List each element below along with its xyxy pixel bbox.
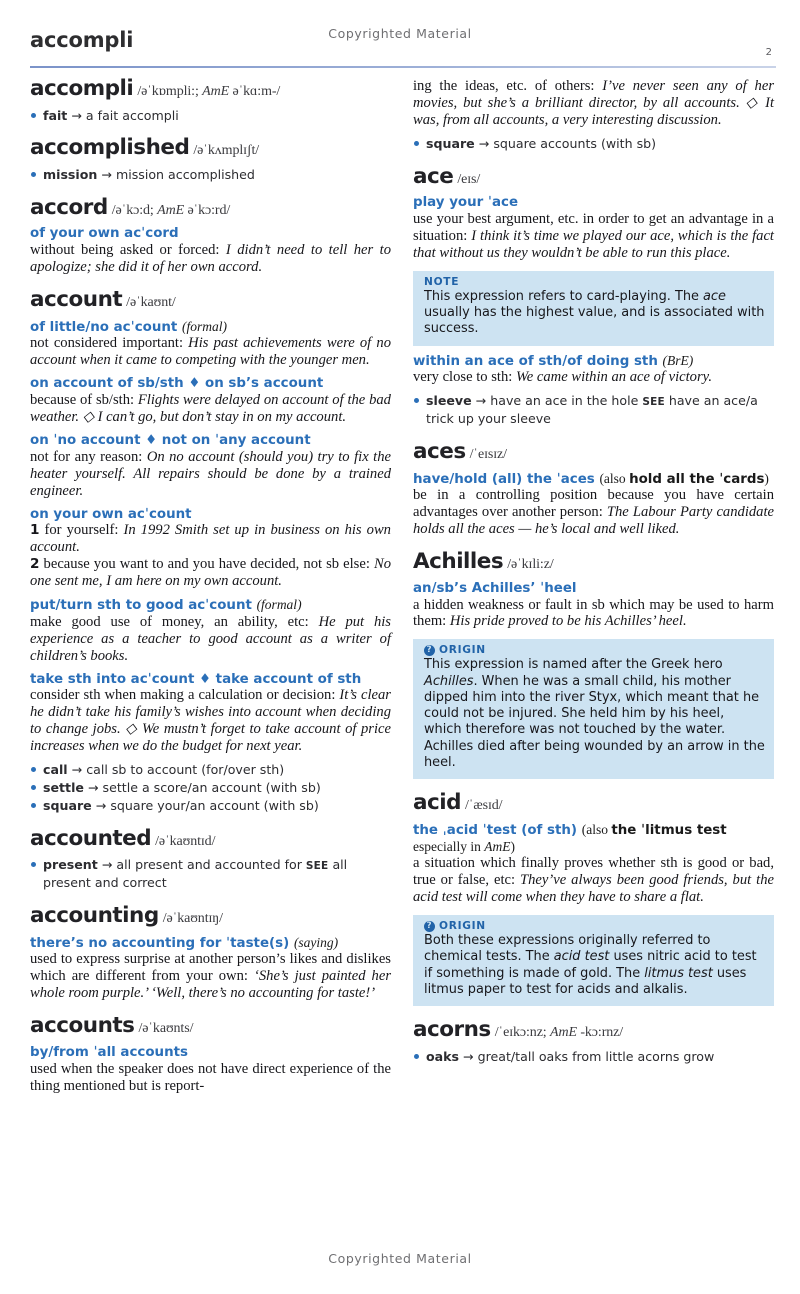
idiom-phrase: the ˌacid ˈtest (of sth) (also the ˈlitmus test especially in AmE) — [413, 821, 727, 854]
arrow-icon: → — [475, 393, 487, 409]
phonetics: /əˈkɪli:z/ — [507, 557, 554, 573]
copyright-notice-bottom: Copyrighted Material — [328, 1251, 472, 1266]
idiom-phrase: within an ace of sth/of doing sth (BrE) — [413, 352, 694, 369]
cross-reference[interactable] — [30, 797, 391, 815]
headword: acorns — [413, 1017, 491, 1043]
also-prefix: (also — [599, 470, 630, 486]
entry-accounts — [30, 1015, 391, 1094]
phonetics: /əˈkɒmpli:; AmE əˈkɑ:m-/ — [137, 84, 281, 99]
continued-definition — [413, 78, 774, 153]
entry-achilles — [413, 551, 774, 779]
idiom-phrase: of little/no acˈcount (formal) — [30, 318, 227, 335]
definition: be in a controlling position because you have certain advantages over another person: The Labour Party candidate holds all the aces — he’s local and well liked. — [413, 487, 775, 538]
cross-reference[interactable] — [413, 135, 774, 153]
headword: accompli — [30, 76, 134, 101]
right-column — [413, 78, 774, 1094]
entry-accounted — [30, 825, 391, 892]
xref-target: settle a score/an account (with sb) — [102, 780, 321, 795]
phonetics: /eɪs/ — [457, 171, 481, 187]
arrow-icon: → — [478, 135, 490, 151]
xref-head: mission — [43, 167, 98, 182]
question-mark-icon: ? — [424, 921, 435, 932]
xref-target: square accounts (with sb) — [493, 135, 657, 151]
xref-head: oaks — [426, 1048, 460, 1064]
entry-acid — [413, 792, 774, 1006]
definition: use your best argument, etc. in order to get an advantage in a situation: I think it’s time we played our ace, which is the fact that without us they wouldn’t be able to run this place. — [413, 211, 774, 261]
cross-reference[interactable] — [30, 856, 391, 892]
cross-reference-list — [413, 392, 774, 428]
headword: Achilles — [413, 549, 504, 575]
idiom-phrase: on your own acˈcount — [30, 506, 192, 522]
entry-accomplished — [30, 137, 391, 183]
phonetics: /əˈkʌmplɪʃt/ — [193, 143, 260, 159]
headword: account — [30, 287, 123, 313]
example-sentence: We came within an ace of victory. — [515, 369, 712, 386]
xref-target: mission accomplished — [115, 167, 255, 182]
xref-head: call — [43, 762, 68, 778]
phonetics: /əˈkɔ:d; AmE əˈkɔ:rd/ — [111, 202, 231, 218]
xref-target: great/tall oaks from little acorns grow — [477, 1048, 715, 1064]
definition: a hidden weakness or fault in sb which may be used to harm them: His pride proved to be his Achilles’ heel. — [413, 596, 774, 630]
headword-line — [413, 441, 774, 464]
definition: not considered important: His past achievements were of no account when it came to competing with the younger men. — [30, 335, 391, 369]
idiom-phrase: there’s no accounting for ˈtaste(s) (saying) — [30, 934, 339, 951]
register-label: (formal) — [256, 597, 302, 613]
arrow-icon: → — [463, 1048, 474, 1064]
cross-reference[interactable] — [413, 392, 774, 428]
example-sentence: On no account (should you) try to fix the heater yourself. All repairs should be done by a trained engineer. — [30, 448, 391, 499]
headword: aces — [413, 439, 466, 465]
arrow-icon: → — [71, 762, 83, 778]
cross-reference[interactable] — [413, 1048, 774, 1066]
idiom-phrase: of your own acˈcord — [30, 226, 179, 242]
example-sentence: Flights were delayed on account of the bad weather. ◇ I can’t go, but don’t stay in on my account. — [30, 392, 391, 426]
cross-reference-list — [413, 1048, 774, 1066]
definition: make good use of money, an ability, etc: He put his experience as a teacher to good account as a writer of children’s books. — [30, 613, 391, 664]
headword-line — [30, 194, 391, 220]
xref-target-2: have an ace/a trick up your sleeve — [426, 393, 758, 427]
definition: very close to sth: We came within an ace of victory. — [413, 369, 712, 386]
entry-accompli — [30, 78, 391, 124]
entry-accord — [30, 194, 391, 276]
xref-target: call sb to account (for/over sth) — [86, 762, 285, 778]
xref-target: have an ace in the hole — [490, 393, 643, 409]
xref-head: present — [43, 857, 98, 873]
xref-head: fait — [43, 107, 68, 123]
arrow-icon: → — [101, 857, 113, 873]
definition: not for any reason: On no account (should you) try to fix the heater yourself. All repairs should be done by a trained engineer. — [30, 448, 391, 499]
register-label: (saying) — [293, 934, 339, 950]
phonetics: /əˈkaʊntɪŋ/ — [162, 911, 223, 927]
note-label: NOTE — [424, 275, 460, 288]
cross-reference[interactable] — [30, 107, 391, 125]
cross-reference[interactable] — [30, 761, 391, 779]
also-region: AmE — [484, 838, 511, 854]
definition-sense-2: 2 because you want to and you have decided, not sb else: No one sent me, I am here on my own account. — [30, 556, 391, 590]
idiom-phrase: an/sb’s Achilles’ ˈheel — [413, 580, 577, 596]
idiom-phrase: by/from ˈall accounts — [30, 1044, 188, 1060]
phonetics: /ˈeɪsɪz/ — [469, 447, 507, 463]
example-sentence: I think it’s time we played our ace, which is the fact that without us they wouldn’t be able to run this place. — [413, 227, 774, 261]
also-variant: hold all the ˈcards — [629, 471, 765, 487]
definition: used when the speaker does not have direct experience of the thing mentioned but is report- — [30, 1060, 391, 1094]
origin-text: Both these expressions originally referred to chemical tests. The acid test uses nitric acid to test if something is made of gold. The litmus test uses litmus paper to test for acids and alkalis. — [424, 933, 757, 997]
copyright-notice-top: Copyrighted Material — [328, 26, 472, 41]
definition: because of sb/sth: Flights were delayed on account of the bad weather. ◇ I can’t go, but don’t stay in on my account. — [30, 392, 391, 426]
phonetics: /ˈeɪkɔ:nz; AmE -kɔ:rnz/ — [494, 1025, 624, 1041]
also-suffix: ) — [510, 838, 515, 854]
arrow-icon: → — [71, 107, 82, 123]
idiom-phrase: on ˈno account ♦ not on ˈany account — [30, 432, 311, 448]
xref-target: all present and accounted for — [116, 857, 306, 873]
example-sentence: No one sent me, I am here on my own account. — [30, 556, 391, 590]
note-text: This expression refers to card-playing. The ace usually has the highest value, and is associated with success. — [424, 288, 765, 337]
example-sentence: I’ve never seen any of her movies, but she’s a brilliant director, by all accounts. ◇ It was, from all accounts, a very interesting discussion. — [413, 78, 774, 128]
cross-reference-list — [30, 761, 391, 815]
also-middle: especially in — [413, 838, 485, 854]
headword: acid — [413, 790, 462, 816]
headword: accounted — [30, 825, 152, 851]
register-label: (formal) — [181, 318, 227, 334]
xref-head: square — [426, 135, 475, 151]
headword-line — [413, 1019, 774, 1042]
also-prefix: (also — [581, 821, 612, 837]
xref-target: a fait accompli — [85, 107, 179, 123]
xref-target-2: all present and correct — [43, 857, 348, 891]
register-label: (BrE) — [662, 352, 694, 368]
headword: accomplished — [30, 135, 190, 161]
running-head: accompli — [30, 28, 134, 52]
definition: consider sth when making a calculation or decision: It’s clear he didn’t take his family’s wishes into account when deciding to change jobs. ◇ We mustn’t forget to take account of price increases when we do the budget for next year. — [30, 687, 391, 755]
left-column — [30, 78, 391, 1094]
phonetics: /əˈkaʊntɪd/ — [155, 833, 216, 849]
xref-target: square your/an account (with sb) — [110, 797, 319, 813]
headword-line — [30, 78, 391, 101]
phonetics: /əˈkaʊnts/ — [138, 1021, 194, 1037]
entry-account — [30, 289, 391, 815]
example-sentence: His pride proved to be his Achilles’ heel. — [449, 613, 687, 630]
headword-line — [30, 1015, 391, 1038]
headword-line — [413, 551, 774, 574]
headword-line — [413, 792, 774, 815]
headword: accord — [30, 194, 108, 220]
note-box — [413, 271, 774, 346]
entry-accounting — [30, 905, 391, 1002]
cross-reference-list — [413, 135, 774, 153]
headword: ace — [413, 163, 454, 189]
header-rule — [30, 66, 776, 68]
idiom-phrase: on account of sb/sth ♦ on sb’s account — [30, 376, 324, 392]
also-variant: the ˈlitmus test — [611, 822, 727, 838]
example-sentence: ‘She’s just painted her whole room purple.’ ‘Well, there’s no accounting for taste!’ — [30, 968, 391, 1002]
origin-label: ? ORIGIN — [424, 644, 765, 656]
xref-head: settle — [43, 780, 84, 795]
xref-head: sleeve — [426, 393, 472, 409]
idiom-phrase: play your ˈace — [413, 195, 519, 211]
page-number: 2 — [765, 47, 772, 58]
origin-box — [413, 915, 774, 1006]
phonetics: /ˈæsɪd/ — [465, 798, 503, 814]
example-sentence: His past achievements were of no account when it came to competing with the younger men. — [30, 335, 391, 369]
definition-sense-1: 1 for yourself: In 1992 Smith set up in business on his own account. — [30, 522, 391, 556]
example-sentence: They’ve always been good friends, but the acid test will come when they have to share a flat. — [413, 872, 774, 906]
example-sentence: I didn’t need to tell her to apologize; she did it of her own accord. — [30, 242, 391, 276]
headword-line — [30, 905, 391, 928]
example-sentence: In 1992 Smith set up in business on his own account. — [30, 522, 391, 556]
entry-ace — [413, 163, 774, 428]
headword-line — [413, 163, 774, 189]
question-mark-icon: ? — [424, 645, 435, 656]
sense-number: 2 — [30, 556, 40, 573]
origin-box — [413, 639, 774, 779]
arrow-icon: → — [95, 797, 107, 813]
cross-reference-list — [30, 856, 391, 892]
definition: without being asked or forced: I didn’t need to tell her to apologize; she did it of her own accord. — [30, 242, 391, 276]
headword-line — [30, 137, 391, 160]
two-column-body — [30, 78, 774, 1094]
arrow-icon: → — [101, 167, 112, 182]
idiom-phrase: put/turn sth to good acˈcount (formal) — [30, 597, 302, 614]
headword-line — [30, 289, 391, 312]
arrow-icon: → — [87, 780, 99, 795]
see-label: SEE — [305, 860, 329, 873]
xref-head: square — [43, 797, 92, 813]
headword-line — [30, 825, 391, 851]
example-sentence: It’s clear he didn’t take his family’s wishes into account when deciding to change jobs. ◇ We mustn’t forget to take account of price increases when we do the budget for next year. — [30, 687, 391, 755]
see-label: SEE — [642, 396, 665, 409]
phonetics: /əˈkaʊnt/ — [126, 295, 176, 311]
cross-reference-list — [30, 107, 391, 125]
origin-text: This expression is named after the Greek hero Achilles. When he was a small child, his mother dipped him into the river Styx, which meant that he could not be injured. She held him by his heel, which therefore was not touched by the water. Achilles died after being wounded by an arrow in the heel. — [424, 657, 765, 770]
idiom-phrase: have/hold (all) the ˈaces (also hold all the ˈcards) — [413, 470, 769, 487]
definition: used to express surprise at another person’s likes and dislikes which are different from your own: ‘She’s just painted her whole room purple.’ ‘Well, there’s no accounting for taste!’ — [30, 951, 391, 1002]
sense-number: 1 — [30, 522, 40, 539]
example-sentence: The Labour Party candidate holds all the aces — he’s local and well liked. — [413, 504, 775, 538]
definition-continued: ing the ideas, etc. of others: I’ve never seen any of her movies, but she’s a brilliant director, by all accounts. ◇ It was, from all accounts, a very interesting discussion. — [413, 78, 774, 128]
cross-reference-list — [30, 166, 391, 184]
cross-reference[interactable] — [30, 779, 391, 797]
entry-acorns — [413, 1019, 774, 1065]
also-suffix: ) — [764, 470, 769, 486]
cross-reference[interactable] — [30, 166, 391, 184]
headword: accounting — [30, 903, 159, 929]
definition: a situation which finally proves whether sth is good or bad, true or false, etc: They’ve always been good friends, but the acid test will come when they have to share a flat. — [413, 855, 774, 906]
origin-label: ? ORIGIN — [424, 920, 765, 932]
idiom-phrase: take sth into acˈcount ♦ take account of sth — [30, 671, 362, 687]
example-sentence: He put his experience as a teacher to good account as a writer of children’s books. — [30, 613, 391, 664]
headword: accounts — [30, 1013, 135, 1039]
entry-aces — [413, 441, 774, 538]
